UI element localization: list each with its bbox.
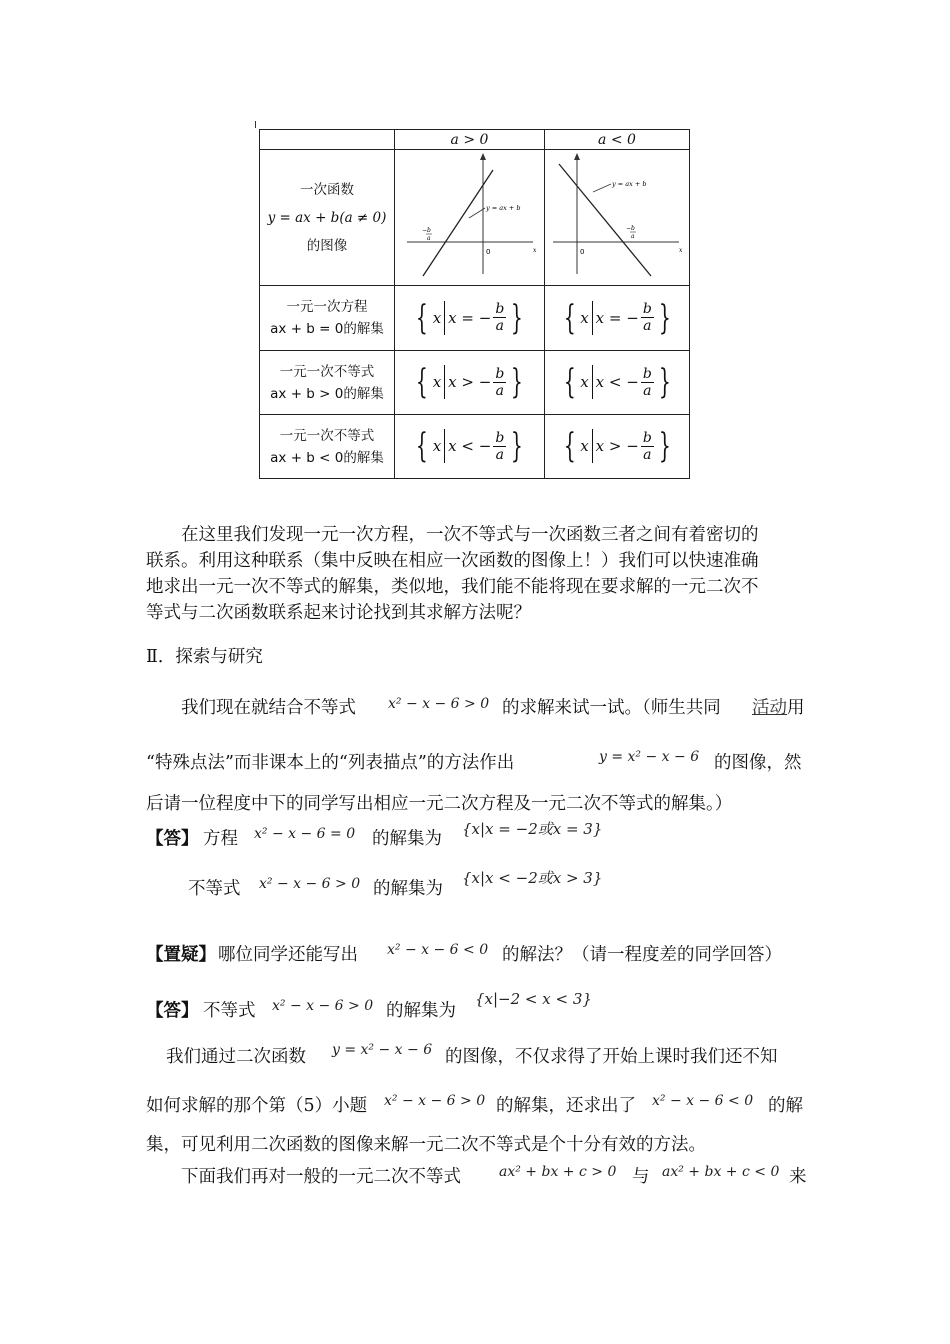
text-run: 下面我们再对一般的一元二次不等式 <box>181 1167 461 1187</box>
condition: x = − <box>595 308 639 327</box>
paragraph-line: 后请一位程度中下的同学写出相应一元二次方程及一元二次不等式的解集。） <box>146 794 733 814</box>
text-run: 的图像，然 <box>714 753 802 773</box>
solution-set: { x x = − $\frac{b}{a}$ } <box>563 297 671 338</box>
frac-denominator: a <box>495 318 504 334</box>
root-numerator: b <box>631 225 635 232</box>
frac-numerator: b <box>642 429 652 446</box>
formula: x² − x − 6 > 0 <box>259 876 361 892</box>
frac-denominator: a <box>643 318 652 334</box>
header-a-positive: a > 0 <box>395 130 545 150</box>
graph-decreasing-line <box>547 150 687 278</box>
condition: x > − <box>448 373 492 391</box>
linear-function-table <box>259 129 690 479</box>
frac-numerator: b <box>642 301 652 317</box>
line-label: y = ax + b <box>612 180 647 188</box>
condition: x < − <box>448 437 492 455</box>
formula: x² − x − 6 = 0 <box>254 826 356 842</box>
answer-tag: 【答】 <box>146 1001 199 1021</box>
text-run: 不等式 <box>188 879 241 899</box>
root-sign: − <box>421 227 427 234</box>
header-a-negative: a < 0 <box>545 130 690 150</box>
x-axis-label: x <box>532 247 536 254</box>
solution-cell <box>395 286 545 351</box>
paragraph-line: 联系。利用这种联系（集中反映在相应一次函数的图像上！）我们可以快速准确 <box>146 551 759 571</box>
row-label-formula: y = ax + b(a ≠ 0) <box>267 209 387 226</box>
text-run: 我们通过二次函数 <box>166 1047 306 1067</box>
frac-denominator: a <box>643 446 652 463</box>
solution-set: {x|−2 < x < 3} <box>475 990 592 1008</box>
row-label-line: 的图像 <box>306 237 348 254</box>
answer-tag: 【答】 <box>146 829 199 849</box>
text-run: 的解集为 <box>373 879 443 899</box>
paragraph-line: 等式与二次函数联系起来讨论找到其求解方法呢？ <box>146 603 531 623</box>
text-run: 的解集为 <box>386 1001 456 1021</box>
link-activity[interactable]: 活动 <box>752 698 787 718</box>
frac-denominator: a <box>495 382 504 399</box>
formula: x² − x − 6 > 0 <box>272 998 374 1014</box>
header-empty <box>260 130 395 150</box>
text-run: 的图像，不仅求得了开始上课时我们还不知 <box>445 1047 778 1067</box>
text-run: 与 <box>632 1167 650 1187</box>
formula: y = x² − x − 6 <box>599 749 700 765</box>
root-numerator: b <box>426 227 431 234</box>
frac-numerator: b <box>495 365 505 382</box>
solution-set: {x|x < −2或x > 3} <box>462 869 603 887</box>
root-denominator: a <box>426 235 431 242</box>
row-label-line: ax + b < 0的解集 <box>270 449 384 466</box>
text-run: 我们现在就结合不等式 <box>181 698 356 718</box>
row-label-line: ax + b > 0的解集 <box>270 385 384 402</box>
paragraph-line: 地求出一元一次不等式的解集，类似地，我们能不能将现在要求解的一元二次不 <box>146 577 759 597</box>
root-sign: − <box>626 225 632 232</box>
row-label-inequality-lt <box>260 415 395 479</box>
frac-numerator: b <box>495 429 505 446</box>
root-denominator: a <box>631 233 635 240</box>
condition: x > − <box>595 437 639 455</box>
text-run: 如何求解的那个第（5）小题 <box>146 1096 368 1116</box>
text-run: 哪位同学还能写出 <box>218 945 358 965</box>
text-run: 的求解来试一试。（师生共同 <box>502 698 721 718</box>
corner-mark <box>255 121 258 128</box>
formula: ax² + bx + c > 0 <box>499 1164 617 1180</box>
solution-set: { x x = − $\frac{b}{a}$ } <box>415 297 524 338</box>
row-label-line: 一元一次不等式 <box>279 363 375 380</box>
text-run: 的解 <box>768 1096 803 1116</box>
row-label-equation <box>260 286 395 351</box>
line-label: y = ax + b <box>485 204 521 212</box>
solution-cell <box>395 351 545 415</box>
text-run: “特殊点法”而非课本上的“列表描点”的方法作出 <box>146 753 515 773</box>
y-axis-arrow <box>480 153 486 160</box>
frac-denominator: a <box>643 382 652 399</box>
text-run: 的解法？（请一程度差的同学回答） <box>502 945 782 965</box>
text-run: 来 <box>789 1167 807 1187</box>
solution-cell <box>545 286 690 351</box>
text-run: 不等式 <box>203 1001 256 1021</box>
solution-set: { x x > − $\frac{b}{a}$ } <box>415 362 524 402</box>
graph-a-positive <box>395 150 545 286</box>
formula: x² − x − 6 < 0 <box>387 942 489 958</box>
text-run: 的解集，还求出了 <box>496 1096 636 1116</box>
origin-label: 0 <box>485 248 490 256</box>
solution-cell <box>545 415 690 479</box>
solution-cell <box>395 415 545 479</box>
solution-set: {x|x = −2或x = 3} <box>462 820 603 838</box>
graph-increasing-line <box>397 150 543 278</box>
solution-set: { x x > − $\frac{b}{a}$ } <box>563 426 671 466</box>
row-label-graph <box>260 150 395 286</box>
frac-numerator: b <box>642 365 652 382</box>
x-axis-label: x <box>679 247 683 254</box>
condition: x = − <box>448 308 492 327</box>
text-run: 的解集为 <box>372 829 442 849</box>
row-label-line: 一元一次不等式 <box>279 427 375 444</box>
graph-a-negative <box>545 150 690 286</box>
paragraph-line: 集，可见利用二次函数的图像来解一元二次不等式是个十分有效的方法。 <box>146 1135 706 1155</box>
row-label-line: 一元一次方程 <box>286 299 368 315</box>
question-tag: 【置疑】 <box>146 945 216 965</box>
frac-denominator: a <box>495 446 504 463</box>
formula: x² − x − 6 < 0 <box>652 1093 754 1109</box>
formula: y = x² − x − 6 <box>332 1042 433 1058</box>
text-run: 方程 <box>203 829 238 849</box>
row-label-inequality-gt <box>260 351 395 415</box>
formula: x² − x − 6 > 0 <box>384 1093 486 1109</box>
frac-numerator: b <box>495 301 505 317</box>
solution-cell <box>545 351 690 415</box>
condition: x < − <box>595 373 639 391</box>
formula: x² − x − 6 > 0 <box>388 696 490 712</box>
label-pointer <box>593 184 611 192</box>
solution-set: { x x < − $\frac{b}{a}$ } <box>563 362 671 402</box>
row-label-line: 一次函数 <box>300 181 354 198</box>
section-title: Ⅱ．探索与研究 <box>146 647 263 667</box>
origin-label: 0 <box>580 248 585 256</box>
y-axis-arrow <box>574 153 580 160</box>
formula: ax² + bx + c < 0 <box>662 1164 780 1180</box>
row-label-line: ax + b = 0的解集 <box>270 321 384 337</box>
text-run: 用 <box>787 698 805 718</box>
solution-set: { x x < − $\frac{b}{a}$ } <box>415 426 524 466</box>
paragraph-line: 在这里我们发现一元一次方程，一次不等式与一次函数三者之间有着密切的 <box>181 525 759 545</box>
